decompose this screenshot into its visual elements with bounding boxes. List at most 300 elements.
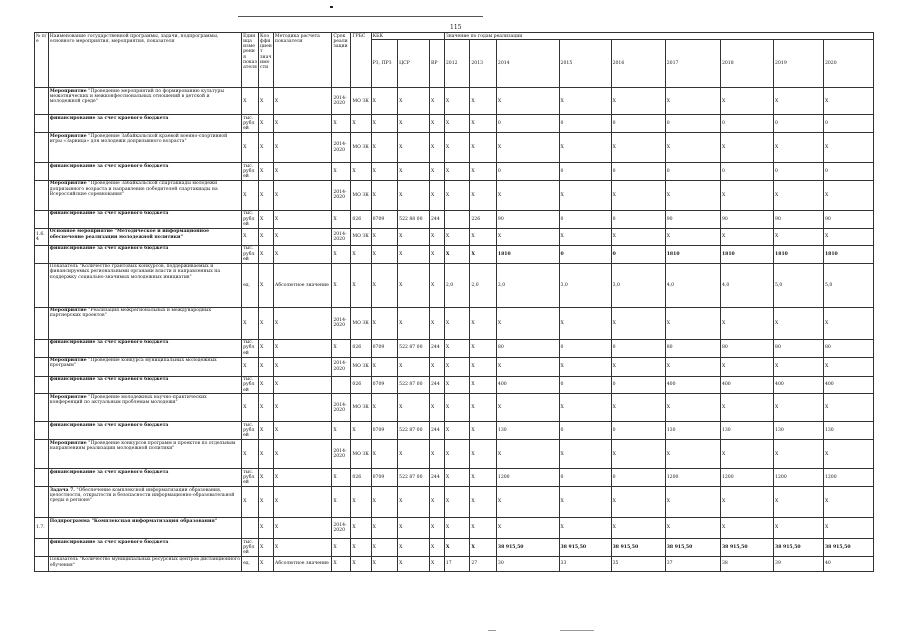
row-method: Абсолютное значение — [273, 556, 331, 571]
table-row — [35, 394, 874, 422]
row-name-bold: Мероприятие — [49, 133, 89, 139]
row-number — [35, 115, 49, 133]
row-name — [48, 487, 241, 518]
row-csr: X — [398, 487, 430, 518]
row-value-2017: 38 915,50 — [665, 539, 720, 557]
row-unit: X — [242, 394, 259, 422]
row-value-2015: X — [559, 440, 611, 469]
row-value-2019: X — [774, 133, 824, 163]
row-name — [48, 469, 241, 487]
row-csr: X — [398, 556, 430, 571]
row-value-2015: 0 — [559, 115, 611, 133]
row-grbs: X — [351, 422, 371, 440]
row-term: X — [332, 115, 351, 133]
header-unit: Единица измерения показателя — [242, 33, 259, 88]
row-value-2013: X — [470, 339, 497, 357]
row-method: X — [273, 163, 331, 181]
row-value-2013: X — [470, 245, 497, 263]
row-vr: X — [430, 518, 445, 539]
row-name — [48, 180, 241, 210]
row-coef: X — [259, 487, 274, 518]
table-row — [35, 133, 874, 163]
row-value-2014: X — [496, 357, 559, 376]
row-value-2015: X — [559, 133, 611, 163]
row-csr: 522 87 00 — [398, 339, 430, 357]
table-row — [35, 539, 874, 557]
row-value-2016: X — [611, 487, 665, 518]
bottom-scan-mark — [488, 630, 496, 631]
header-year-2013: 2013 — [470, 40, 497, 88]
row-value-2013: X — [470, 133, 497, 163]
row-rz-prz: 0709 — [371, 339, 398, 357]
row-number — [35, 339, 49, 357]
table-row — [35, 487, 874, 518]
row-term — [332, 376, 351, 394]
row-coef: X — [259, 115, 274, 133]
row-rz-prz: X — [371, 133, 398, 163]
row-value-2019: X — [774, 357, 824, 376]
row-rz-prz: X — [371, 539, 398, 557]
header-grbs: ГРБС — [351, 33, 371, 88]
header-vr: ВР — [430, 40, 445, 88]
row-value-2014: 2,0 — [496, 263, 559, 307]
row-name — [48, 228, 241, 245]
row-grbs: МО ЗК — [351, 88, 371, 115]
row-name-bold: Подпрограмма "Комплексная информатизация образования" — [49, 518, 218, 524]
row-value-2020: 80 — [823, 339, 873, 357]
row-coef: X — [259, 440, 274, 469]
row-value-2018: 1200 — [720, 469, 773, 487]
row-value-2016: X — [611, 357, 665, 376]
row-value-2017: 0 — [665, 115, 720, 133]
row-value-2018: X — [720, 487, 773, 518]
row-term: X — [332, 422, 351, 440]
row-value-2014: X — [496, 133, 559, 163]
row-name — [48, 263, 241, 307]
row-value-2017: 90 — [665, 210, 720, 228]
row-vr: X — [430, 556, 445, 571]
header-year-2012: 2012 — [444, 40, 469, 88]
row-name-text: "Проведение конкурса муниципальных молодежных программ" — [49, 358, 217, 369]
row-name — [48, 440, 241, 469]
row-value-2019: 0 — [774, 163, 824, 181]
top-scan-mark — [330, 6, 333, 8]
row-number — [35, 245, 49, 263]
row-name-bold: финансирование за счет краевого бюджета — [49, 469, 169, 475]
row-value-2018: X — [720, 357, 773, 376]
row-term: X — [332, 469, 351, 487]
header-years-group: Значение по годам реализации — [444, 33, 873, 40]
row-term: X — [332, 339, 351, 357]
row-name — [48, 376, 241, 394]
row-name-text: "Проведение конкурсов программ и проектов по отдельным направлениям реализации молодежной политики" — [49, 440, 236, 451]
row-value-2013: X — [470, 469, 497, 487]
row-value-2016: 0 — [611, 163, 665, 181]
row-name-bold: Мероприятие — [49, 308, 89, 314]
row-value-2019: 90 — [774, 210, 824, 228]
row-value-2017: X — [665, 133, 720, 163]
row-value-2019: 400 — [774, 376, 824, 394]
header-year-2017: 2017 — [665, 40, 720, 88]
row-unit: ед. — [242, 556, 259, 571]
row-value-2018: X — [720, 180, 773, 210]
row-value-2015: 0 — [559, 422, 611, 440]
row-value-2017: X — [665, 518, 720, 539]
row-vr: X — [430, 263, 445, 307]
row-value-2012: X — [444, 245, 469, 263]
header-year-2019: 2019 — [774, 40, 824, 88]
row-term: 2014-2020 — [332, 357, 351, 376]
row-value-2014: 400 — [496, 376, 559, 394]
row-rz-prz: X — [371, 228, 398, 245]
row-grbs: МО ЗК — [351, 307, 371, 339]
row-vr: 244 — [430, 376, 445, 394]
row-value-2013: X — [470, 180, 497, 210]
row-rz-prz: X — [371, 307, 398, 339]
row-method: X — [273, 440, 331, 469]
row-value-2012: X — [444, 133, 469, 163]
row-value-2015: X — [559, 487, 611, 518]
row-value-2020: 38 915,50 — [823, 539, 873, 557]
row-rz-prz: X — [371, 245, 398, 263]
row-value-2012: X — [444, 228, 469, 245]
row-grbs: X — [351, 539, 371, 557]
row-number — [35, 163, 49, 181]
row-value-2014: 90 — [496, 210, 559, 228]
row-value-2013: X — [470, 394, 497, 422]
row-value-2014: X — [496, 228, 559, 245]
row-value-2018: 38 915,50 — [720, 539, 773, 557]
row-value-2018: X — [720, 228, 773, 245]
row-rz-prz: X — [371, 440, 398, 469]
row-value-2012: X — [444, 163, 469, 181]
header-year-2014: 2014 — [496, 40, 559, 88]
row-number — [35, 210, 49, 228]
row-value-2015: X — [559, 357, 611, 376]
row-term: X — [332, 263, 351, 307]
row-value-2012: X — [444, 518, 469, 539]
row-value-2014: X — [496, 518, 559, 539]
row-term: X — [332, 163, 351, 181]
page-number: 115 — [450, 24, 462, 31]
table-row — [35, 115, 874, 133]
row-vr: X — [430, 133, 445, 163]
row-value-2020: X — [823, 518, 873, 539]
row-unit: тыс. рублей — [242, 539, 259, 557]
row-value-2016: X — [611, 88, 665, 115]
row-csr: X — [398, 180, 430, 210]
row-value-2018: X — [720, 440, 773, 469]
table-row — [35, 307, 874, 339]
row-name-bold: Мероприятие — [49, 181, 89, 187]
row-value-2018: 4,0 — [720, 263, 773, 307]
row-value-2015: X — [559, 394, 611, 422]
row-method: X — [273, 307, 331, 339]
row-value-2017: 37 — [665, 556, 720, 571]
row-csr: X — [398, 307, 430, 339]
row-value-2016: 0 — [611, 469, 665, 487]
table-row — [35, 88, 874, 115]
row-term: 2014-2020 — [332, 307, 351, 339]
row-name-text: "Проведение молодежных научно-практических конференций по актуальным проблемам молодежи" — [49, 394, 207, 406]
row-value-2013: 226 — [470, 210, 497, 228]
row-method: X — [273, 88, 331, 115]
row-vr: X — [430, 163, 445, 181]
table-row — [35, 376, 874, 394]
row-value-2016: 0 — [611, 210, 665, 228]
row-value-2013: X — [470, 487, 497, 518]
row-term: 2014-2020 — [332, 440, 351, 469]
row-number — [35, 307, 49, 339]
header-year-2016: 2016 — [611, 40, 665, 88]
row-value-2016: X — [611, 180, 665, 210]
row-value-2018: 130 — [720, 422, 773, 440]
row-value-2020: 40 — [823, 556, 873, 571]
row-value-2012: X — [444, 469, 469, 487]
row-unit: тыс. рублей — [242, 115, 259, 133]
row-coef: X — [259, 245, 274, 263]
budget-table-container — [34, 32, 874, 572]
row-rz-prz: X — [371, 487, 398, 518]
row-value-2020: X — [823, 487, 873, 518]
row-value-2015: X — [559, 228, 611, 245]
row-name — [48, 518, 241, 539]
row-unit: тыс. рублей — [242, 469, 259, 487]
row-value-2013: X — [470, 539, 497, 557]
row-value-2014: X — [496, 307, 559, 339]
row-method: X — [273, 376, 331, 394]
row-unit: X — [242, 228, 259, 245]
row-value-2019: 5,0 — [774, 263, 824, 307]
row-unit: тыс. рублей — [242, 210, 259, 228]
row-unit: тыс. рублей — [242, 163, 259, 181]
row-value-2017: 400 — [665, 376, 720, 394]
row-value-2020: 0 — [823, 163, 873, 181]
row-csr: X — [398, 263, 430, 307]
header-csr: ЦСР — [398, 40, 430, 88]
row-name-bold: финансирование за счет краевого бюджета — [49, 163, 169, 169]
row-unit: X — [242, 133, 259, 163]
row-term: 2014-2020 — [332, 518, 351, 539]
header-rz-prz: РЗ, ПРЗ — [371, 40, 398, 88]
row-csr: X — [398, 539, 430, 557]
row-number — [35, 180, 49, 210]
row-grbs: X — [351, 163, 371, 181]
row-value-2020: 1200 — [823, 469, 873, 487]
row-coef: X — [259, 133, 274, 163]
row-value-2012: X — [444, 539, 469, 557]
row-number — [35, 469, 49, 487]
row-method: X — [273, 422, 331, 440]
row-value-2014: 0 — [496, 115, 559, 133]
row-value-2015: 0 — [559, 245, 611, 263]
row-coef: X — [259, 518, 274, 539]
row-value-2012: X — [444, 357, 469, 376]
row-rz-prz: X — [371, 357, 398, 376]
row-value-2015: 0 — [559, 339, 611, 357]
row-method: X — [273, 357, 331, 376]
row-name-text: "Проведение мероприятий по формированию культуры межэтнических и межконфессиональных отношений в детской и молодежной среде" — [49, 88, 224, 105]
row-value-2020: X — [823, 180, 873, 210]
row-value-2015: X — [559, 518, 611, 539]
row-term: X — [332, 210, 351, 228]
row-value-2015: 3,0 — [559, 263, 611, 307]
row-name — [48, 307, 241, 339]
row-value-2013: X — [470, 357, 497, 376]
table-row — [35, 245, 874, 263]
row-coef: X — [259, 307, 274, 339]
row-vr: X — [430, 539, 445, 557]
row-number — [35, 263, 49, 307]
row-name-text: Показатель "Количество муниципальных ресурсных центров дистанционного обучения" — [49, 557, 240, 568]
row-value-2016: X — [611, 133, 665, 163]
row-term: X — [332, 245, 351, 263]
row-coef: X — [259, 394, 274, 422]
row-grbs: X — [351, 245, 371, 263]
row-method: X — [273, 539, 331, 557]
row-number — [35, 440, 49, 469]
row-number — [35, 539, 49, 557]
row-method: X — [273, 518, 331, 539]
row-name — [48, 556, 241, 571]
row-csr: X — [398, 228, 430, 245]
row-name — [48, 539, 241, 557]
row-csr: X — [398, 88, 430, 115]
row-name-bold: Задача 7. — [49, 487, 77, 493]
row-value-2014: X — [496, 487, 559, 518]
row-name — [48, 115, 241, 133]
row-rz-prz: X — [371, 88, 398, 115]
row-unit — [242, 518, 259, 539]
row-term: 2014-2020 — [332, 394, 351, 422]
row-value-2018: 38 — [720, 556, 773, 571]
row-rz-prz: 0709 — [371, 422, 398, 440]
row-value-2020: 400 — [823, 376, 873, 394]
row-value-2016: X — [611, 518, 665, 539]
row-value-2019: X — [774, 228, 824, 245]
budget-table — [34, 32, 874, 572]
row-value-2017: X — [665, 394, 720, 422]
row-coef: X — [259, 263, 274, 307]
row-value-2014: 38 915,50 — [496, 539, 559, 557]
row-name-text: "Проведение Забайкальской спартакиады молодежи допризывного возраста и направление победителей спартакиады на Всероссийские соревнования" — [49, 181, 218, 198]
row-value-2017: X — [665, 180, 720, 210]
row-name — [48, 210, 241, 228]
header-year-2015: 2015 — [559, 40, 611, 88]
row-term: 2014-2020 — [332, 133, 351, 163]
row-unit: тыс. рублей — [242, 422, 259, 440]
row-value-2012: X — [444, 376, 469, 394]
row-value-2019: 80 — [774, 339, 824, 357]
row-number — [35, 88, 49, 115]
row-value-2017: 1810 — [665, 245, 720, 263]
header-coef: Коэффициент значимости — [259, 33, 274, 88]
table-row — [35, 339, 874, 357]
row-name-bold: финансирование за счет краевого бюджета — [49, 340, 169, 346]
row-name-bold: финансирование за счет краевого бюджета — [49, 539, 169, 545]
row-value-2017: X — [665, 357, 720, 376]
row-number — [35, 133, 49, 163]
row-value-2017: X — [665, 440, 720, 469]
row-name-bold: финансирование за счет краевого бюджета — [49, 422, 169, 428]
row-value-2019: 0 — [774, 115, 824, 133]
row-value-2015: 38 915,50 — [559, 539, 611, 557]
row-unit: X — [242, 440, 259, 469]
row-term: 2014-2020 — [332, 88, 351, 115]
row-grbs: 026 — [351, 210, 371, 228]
row-value-2018: 1810 — [720, 245, 773, 263]
header-year-2020: 2020 — [823, 40, 873, 88]
row-value-2013: 2,0 — [470, 263, 497, 307]
row-name-bold: финансирование за счет краевого бюджета — [49, 115, 169, 121]
row-name — [48, 422, 241, 440]
row-name-bold: Мероприятие — [49, 440, 89, 446]
row-csr: X — [398, 133, 430, 163]
row-rz-prz: 0709 — [371, 469, 398, 487]
row-rz-prz: X — [371, 115, 398, 133]
row-vr: X — [430, 88, 445, 115]
row-value-2016: X — [611, 394, 665, 422]
row-grbs: X — [351, 487, 371, 518]
row-coef: X — [259, 422, 274, 440]
row-value-2012 — [444, 210, 469, 228]
row-unit: тыс. рублей — [242, 339, 259, 357]
row-grbs: 026 — [351, 339, 371, 357]
header-term: Срок реализации — [332, 33, 351, 88]
row-unit: тыс. рублей — [242, 245, 259, 263]
row-name-bold: Мероприятие — [49, 358, 89, 363]
table-row — [35, 440, 874, 469]
row-coef: X — [259, 556, 274, 571]
table-row — [35, 180, 874, 210]
row-coef: X — [259, 88, 274, 115]
row-name — [48, 339, 241, 357]
row-rz-prz: X — [371, 163, 398, 181]
row-unit: X — [242, 357, 259, 376]
row-value-2014: 80 — [496, 339, 559, 357]
row-value-2014: 1200 — [496, 469, 559, 487]
row-value-2019: X — [774, 394, 824, 422]
row-value-2012: X — [444, 339, 469, 357]
row-unit: ед. — [242, 263, 259, 307]
row-name-text: Показатель "Количество грантовых конкурсов, поддерживаемых и финансируемых региональными органами власти и направленных на поддержку социально-значимых молодежных инициатив" — [49, 264, 221, 280]
row-rz-prz: 0709 — [371, 376, 398, 394]
row-value-2014: 1810 — [496, 245, 559, 263]
row-value-2018: 0 — [720, 163, 773, 181]
row-value-2012: X — [444, 394, 469, 422]
row-value-2015: 0 — [559, 163, 611, 181]
row-method: X — [273, 394, 331, 422]
row-value-2014: X — [496, 180, 559, 210]
row-number — [35, 422, 49, 440]
row-method: X — [273, 133, 331, 163]
row-value-2014: X — [496, 440, 559, 469]
row-value-2018: X — [720, 518, 773, 539]
row-coef: X — [259, 539, 274, 557]
row-name-bold: Мероприятие — [49, 88, 89, 94]
row-coef: X — [259, 180, 274, 210]
row-value-2019: X — [774, 307, 824, 339]
row-coef: X — [259, 163, 274, 181]
row-value-2020: 90 — [823, 210, 873, 228]
row-csr: X — [398, 357, 430, 376]
row-csr: 522 87 00 — [398, 469, 430, 487]
row-grbs: X — [351, 518, 371, 539]
row-value-2018: 400 — [720, 376, 773, 394]
row-value-2013: X — [470, 115, 497, 133]
row-value-2020: X — [823, 440, 873, 469]
row-value-2012: X — [444, 422, 469, 440]
